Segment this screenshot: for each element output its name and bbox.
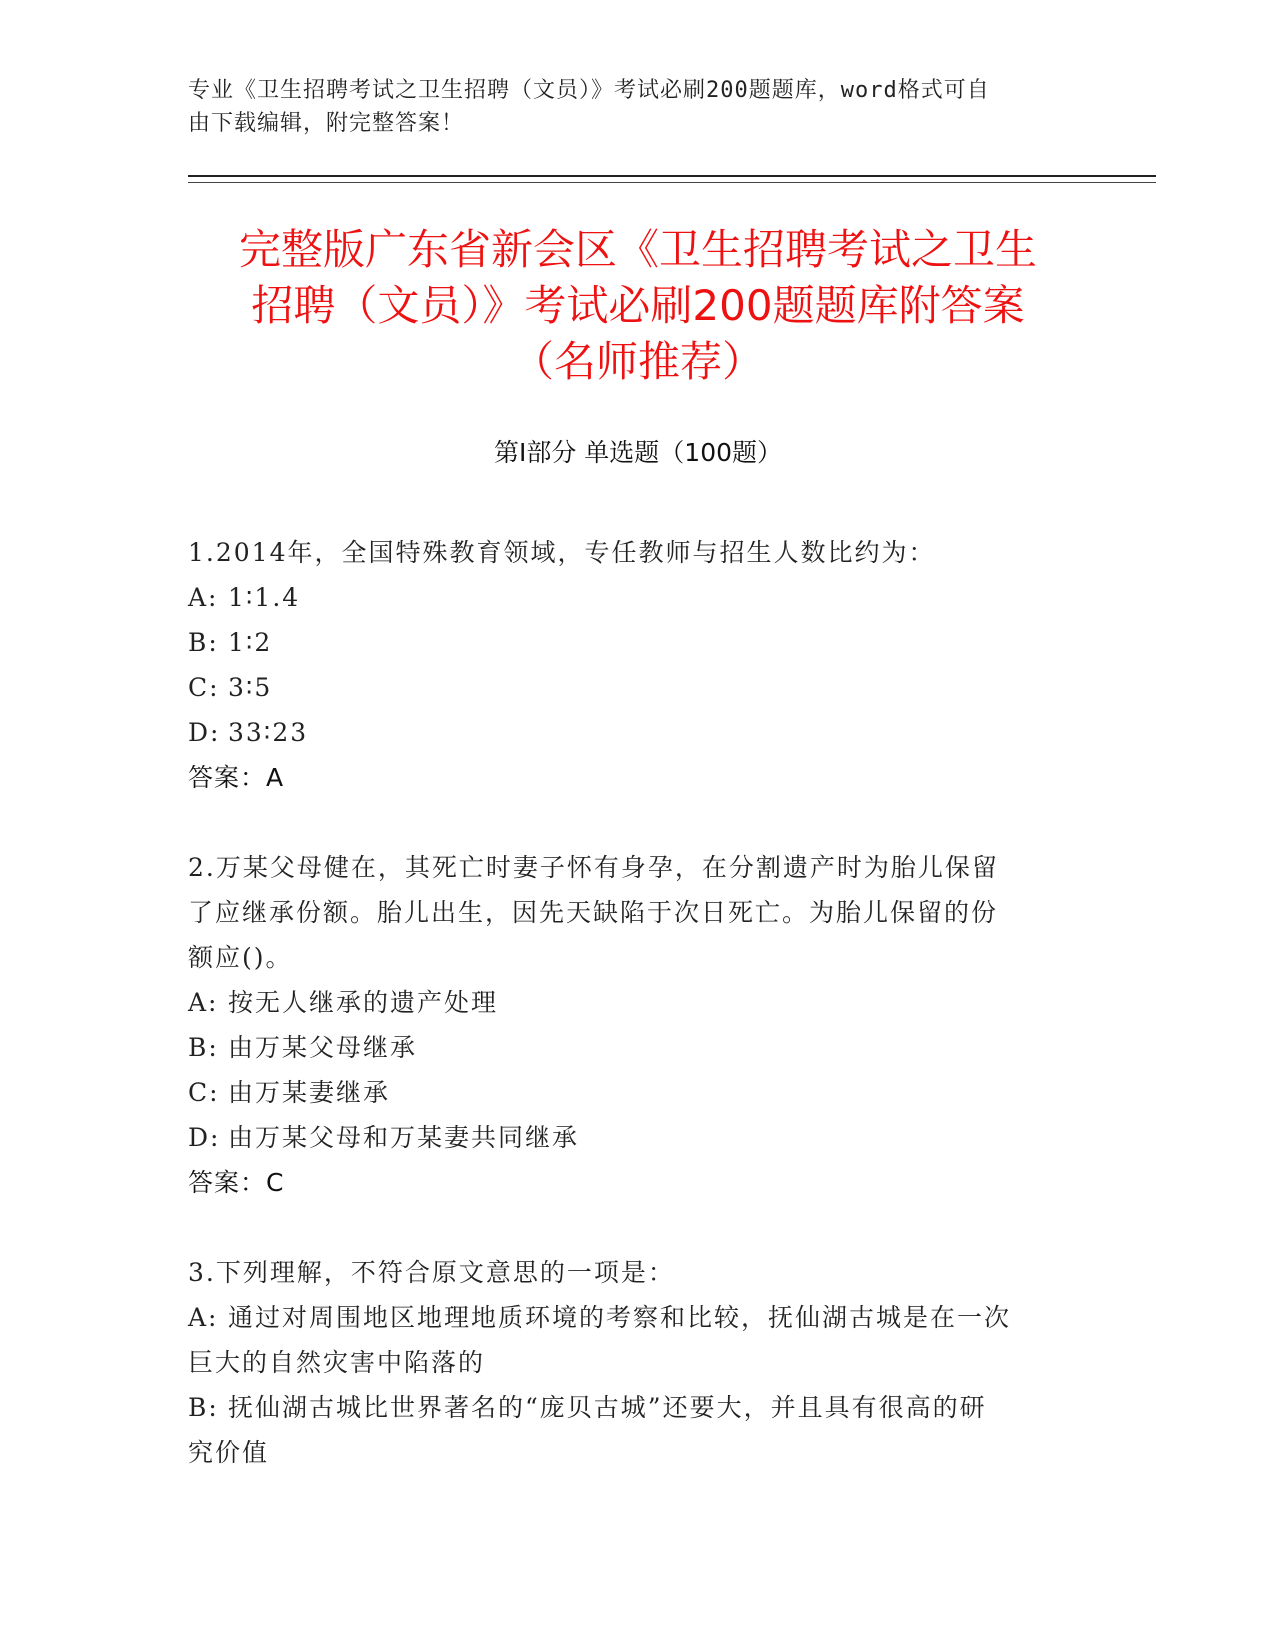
option-letter: A: <box>188 988 219 1017</box>
question-stem-line-2: 了应继承份额。胎儿出生，因先天缺陷于次日死亡。为胎儿保留的份 <box>188 898 999 927</box>
title-line-3: （名师推荐） <box>511 337 764 386</box>
option-letter: B: <box>188 628 219 657</box>
option-a <box>188 980 1078 1025</box>
option-letter: C: <box>188 673 220 702</box>
question-stem: 3.下列理解，不符合原文意思的一项是： <box>188 1258 675 1287</box>
option-text: 由万某父母继承 <box>228 1033 418 1062</box>
question-2 <box>188 845 1078 1205</box>
option-text: 抚仙湖古城比世界著名的“庞贝古城”还要大，并且具有很高的研 <box>228 1393 987 1422</box>
option-letter: D: <box>188 1123 221 1152</box>
title-line-1: 完整版广东省新会区《卫生招聘考试之卫生 <box>238 225 1037 274</box>
option-text: 由万某父母和万某妻共同继承 <box>228 1123 580 1152</box>
option-text: 由万某妻继承 <box>228 1078 391 1107</box>
option-d <box>188 710 1078 755</box>
option-letter: B: <box>188 1033 219 1062</box>
option-a <box>188 575 1078 620</box>
option-letter: B: <box>188 1393 219 1422</box>
option-letter: A: <box>188 583 219 612</box>
option-letter: A: <box>188 1303 219 1332</box>
document-title <box>188 222 1088 390</box>
intro-text <box>188 74 1068 140</box>
option-b-continued: 究价值 <box>188 1438 270 1467</box>
option-d <box>188 1115 1078 1160</box>
option-b <box>188 620 1078 665</box>
question-3 <box>188 1250 1078 1475</box>
option-c <box>188 665 1078 710</box>
option-a <box>188 1295 1078 1340</box>
intro-line-2: 由下载编辑，附完整答案！ <box>188 111 465 136</box>
answer-key: 答案：C <box>188 1168 285 1197</box>
question-1 <box>188 530 1078 800</box>
option-text: 33∶23 <box>228 718 309 747</box>
section-heading: 第Ⅰ部分 单选题（100题） <box>493 438 783 467</box>
option-c <box>188 1070 1078 1115</box>
option-text: 3∶5 <box>228 673 273 702</box>
question-list <box>188 530 1078 1520</box>
option-b <box>188 1025 1078 1070</box>
header-divider-thick <box>188 175 1156 177</box>
question-stem-line-3: 额应()。 <box>188 943 293 972</box>
option-letter: C: <box>188 1078 220 1107</box>
option-a-continued: 巨大的自然灾害中陷落的 <box>188 1348 486 1377</box>
option-letter: D: <box>188 718 221 747</box>
option-text: 1∶1.4 <box>228 583 301 612</box>
question-stem-line-1: 2.万某父母健在，其死亡时妻子怀有身孕，在分割遗产时为胎儿保留 <box>188 853 999 882</box>
answer-key: 答案：A <box>188 763 285 792</box>
title-line-2: 招聘（文员）》考试必刷200题题库附答案 <box>251 281 1025 330</box>
option-b <box>188 1385 1078 1430</box>
option-text: 按无人继承的遗产处理 <box>228 988 499 1017</box>
option-text: 1∶2 <box>228 628 273 657</box>
option-text: 通过对周围地区地理地质环境的考察和比较，抚仙湖古城是在一次 <box>228 1303 1012 1332</box>
header-divider-thin <box>188 182 1156 183</box>
intro-line-1: 专业《卫生招聘考试之卫生招聘（文员）》考试必刷200题题库，word格式可自 <box>188 78 990 103</box>
question-stem: 1.2014年，全国特殊教育领域，专任教师与招生人数比约为： <box>188 538 936 567</box>
